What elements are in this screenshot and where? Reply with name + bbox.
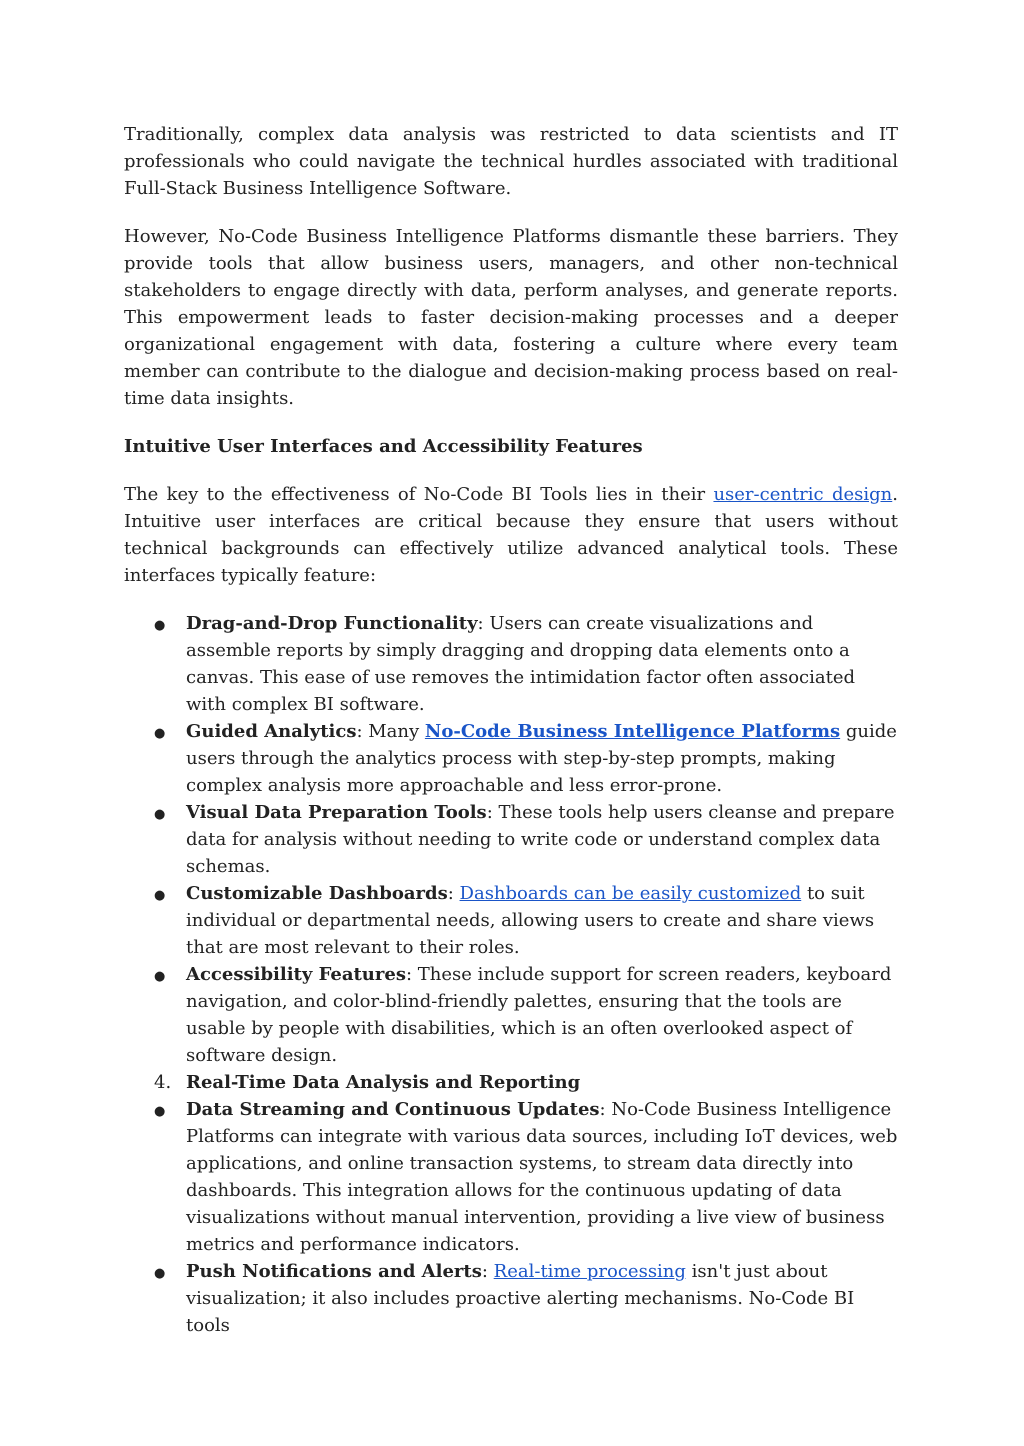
bullet-icon: ● xyxy=(154,726,166,741)
list-item-accessibility-features xyxy=(124,961,898,1069)
list-item-guided-analytics xyxy=(124,718,898,799)
section-paragraph-text-start: The key to the effectiveness of No-Code BI Tools lies in their xyxy=(124,484,714,505)
section-paragraph xyxy=(124,481,898,589)
bullet-icon: ● xyxy=(154,1104,166,1119)
list-item-text: Users can create visualizations and assemble reports by simply dragging and dropping data elements onto a canvas. This ease of use removes the intimidation factor often associated with complex BI software. xyxy=(186,613,856,715)
list-item-push-notifications xyxy=(124,1258,898,1339)
list-item-term: Push Notifications and Alerts xyxy=(186,1261,482,1282)
list-item-data-streaming xyxy=(124,1096,898,1258)
list-item-term: Accessibility Features xyxy=(186,964,406,985)
intro-paragraph-1: Traditionally, complex data analysis was restricted to data scientists and IT professionals who could navigate the technical hurdles associated with traditional Full-Stack Business Intelligence Software. xyxy=(124,124,898,199)
section-paragraph-text-end: . Intuitive user interfaces are critical because they ensure that users without technical backgrounds can effectively utilize advanced analytical tools. These interfaces typically feature: xyxy=(124,484,898,586)
list-item-visual-data-preparation xyxy=(124,799,898,880)
bullet-icon: ● xyxy=(154,1266,166,1281)
document-page xyxy=(124,121,898,1339)
bullet-icon: ● xyxy=(154,618,166,633)
no-code-bi-platforms-link[interactable]: No-Code Business Intelligence Platforms xyxy=(424,721,841,742)
intro-paragraph-2: However, No-Code Business Intelligence Platforms dismantle these barriers. They provide tools that allow business users, managers, and other non-technical stakeholders to engage directly with data, perform analyses, and generate reports. This empowerment leads to faster decision-making processes and a deeper organizational engagement with data, fostering a culture where every team member can contribute to the dialogue and decision-making process based on real-time data insights. xyxy=(124,226,898,409)
list-item-text: These include support for screen readers, keyboard navigation, and color-blind-friendly palettes, ensuring that the tools are usable by people with disabilities, which is an often overlooked aspect of software design. xyxy=(186,964,892,1066)
bullet-icon: ● xyxy=(154,807,166,822)
list-item-term: Real-Time Data Analysis and Reporting xyxy=(186,1072,581,1093)
list-item-term: Visual Data Preparation Tools xyxy=(186,802,487,823)
list-item-term: Drag-and-Drop Functionality xyxy=(186,613,478,634)
list-item-term: Customizable Dashboards xyxy=(186,883,448,904)
list-item-term: Data Streaming and Continuous Updates xyxy=(186,1099,600,1120)
list-item-separator: : xyxy=(481,1261,494,1282)
list-item-drag-and-drop xyxy=(124,610,898,718)
real-time-processing-link[interactable]: Real-time processing xyxy=(493,1261,686,1282)
user-centric-design-link[interactable]: user-centric design xyxy=(713,484,893,505)
list-item-separator: : Many xyxy=(356,721,425,742)
section-heading: Intuitive User Interfaces and Accessibility Features xyxy=(124,436,643,457)
list-item-text: isn't just about visualization; it also includes proactive alerting mechanisms. No-Code BI tools xyxy=(186,1261,855,1336)
bullet-icon: ● xyxy=(154,969,166,984)
list-item-numbered-heading xyxy=(124,1069,898,1096)
list-number: 4. xyxy=(154,1072,172,1093)
list-item-text: No-Code Business Intelligence Platforms can integrate with various data sources, including IoT devices, web applications, and online transaction systems, to stream data directly into dashboards. This integration allows for the continuous updating of data visualizations without manual intervention, providing a live view of business metrics and performance indicators. xyxy=(186,1099,898,1255)
bullet-icon: ● xyxy=(154,888,166,903)
list-item-separator: : xyxy=(599,1099,612,1120)
list-item-separator: : xyxy=(477,613,490,634)
list-item-text: These tools help users cleanse and prepare data for analysis without needing to write code or understand complex data schemas. xyxy=(186,802,895,877)
list-item-text: guide users through the analytics process with step-by-step prompts, making complex analysis more approachable and less error-prone. xyxy=(186,721,897,796)
list-item-customizable-dashboards xyxy=(124,880,898,961)
list-item-term: Guided Analytics xyxy=(186,721,357,742)
list-item-separator: : xyxy=(405,964,418,985)
feature-list xyxy=(124,610,898,1339)
list-item-separator: : xyxy=(447,883,460,904)
dashboards-customized-link[interactable]: Dashboards can be easily customized xyxy=(459,883,802,904)
list-item-separator: : xyxy=(486,802,499,823)
list-item-text: to suit individual or departmental needs, allowing users to create and share views that are most relevant to their roles. xyxy=(186,883,875,958)
